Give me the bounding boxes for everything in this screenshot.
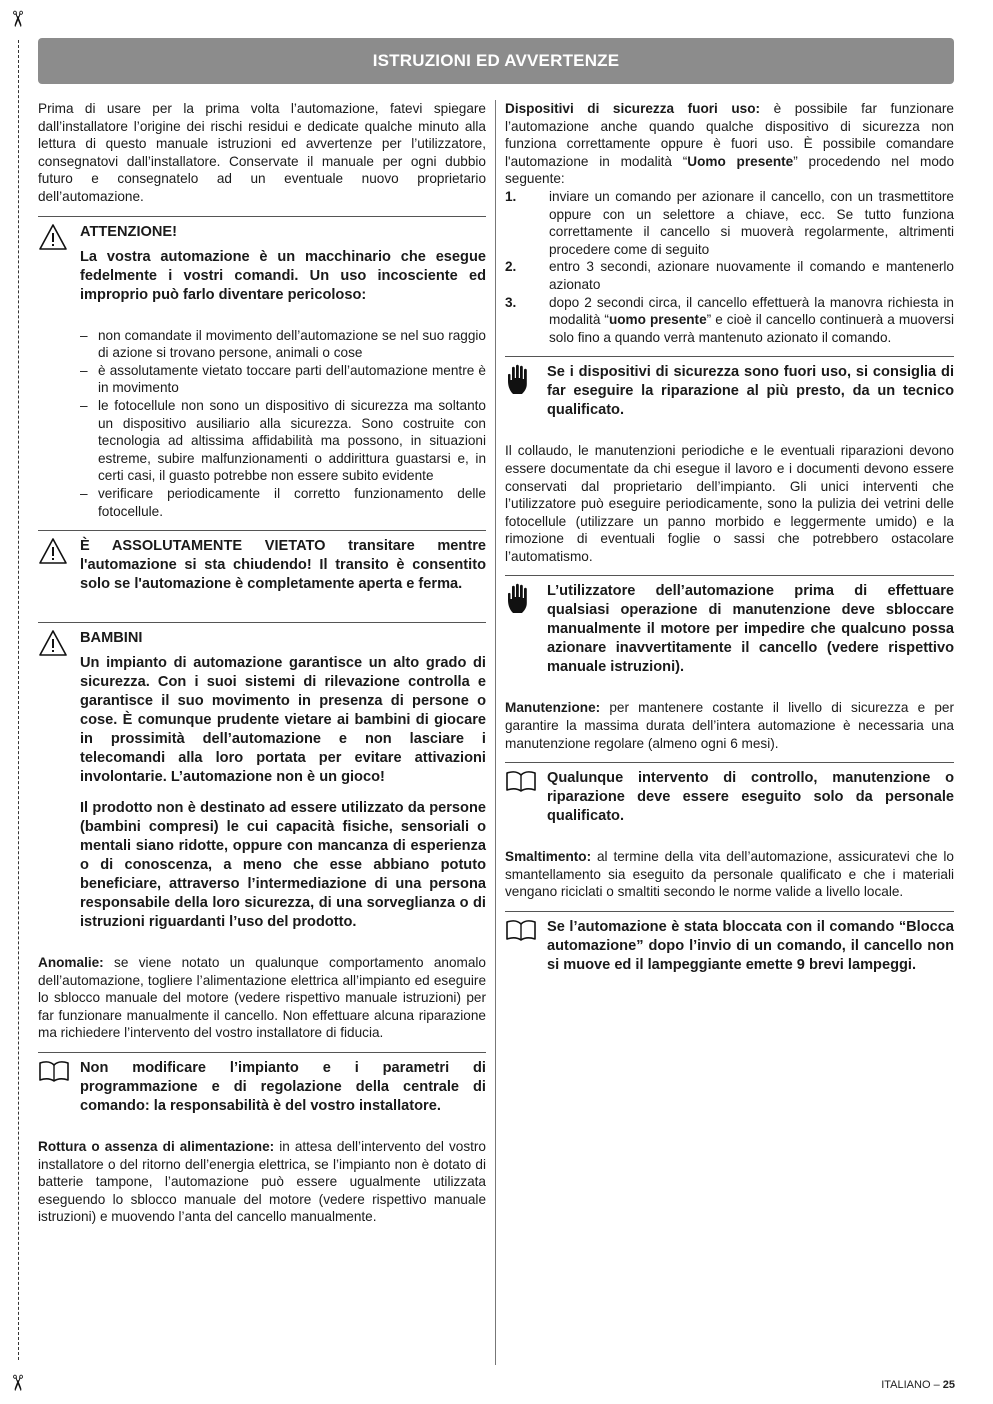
- right-column: [505, 100, 954, 997]
- attenzione-title: ATTENZIONE!: [80, 223, 178, 240]
- anomalie-paragraph: [38, 954, 486, 1042]
- uomo-presente-label: uomo presente: [608, 312, 707, 328]
- dispositivi-paragraph: [505, 100, 954, 188]
- left-column: [38, 100, 486, 1236]
- step3-text-end: ” e cioè il cancello continuerà a muoversi solo fino a quando verrà mantenuto azionato il comando.: [549, 312, 954, 345]
- manutenzione-lead: Manutenzione:: [505, 700, 601, 716]
- list-item: [505, 188, 954, 258]
- page-title: ISTRUZIONI ED AVVERTENZE: [372, 51, 620, 70]
- page-number: 25: [942, 1379, 955, 1391]
- list-item: – le fotocellule non sono un dispositivo di sicurezza ma soltanto un dispositivo ausiliario alla sicurezza. Sono costruite con tecnologia ad altissima affidabilità ma possono, in situazioni estreme, subire malfunzionamenti o addirittura guastarsi e, in certi casi, il guasto potrebbe non essere subito evidente: [80, 397, 486, 485]
- cut-line: [18, 40, 19, 1360]
- manutenzione-text: per mantenere costante il livello di sicurezza e per garantire la massima durata dell’intera automazione è necessaria una manutenzione regolare (almeno ogni 6 mesi).: [505, 700, 954, 751]
- utilizzatore-callout: [505, 575, 954, 689]
- rottura-lead: Rottura o assenza di alimentazione:: [38, 1139, 275, 1155]
- non-modificare-callout: [38, 1052, 486, 1128]
- step-number: 1.: [505, 188, 517, 204]
- dispositivi-lead: Dispositivi di sicurezza fuori uso:: [505, 101, 761, 116]
- hand-stop-icon: [505, 363, 535, 397]
- smaltimento-paragraph: [505, 848, 954, 901]
- open-book-icon: [505, 918, 537, 942]
- intro-paragraph: Prima di usare per la prima volta l’automazione, fatevi spiegare dall’installatore l’origine dei rischi residui e dedicate qualche minuto alla lettura di questo manuale istruzioni ed avvertenze per l’utilizzatore, consegnatovi dall’installatore. Conservate il manuale per ogni dubbio futuro e consegnatelo ad un eventuale nuovo proprietario dell’automazione.: [38, 101, 486, 204]
- smaltimento-lead: Smaltimento:: [505, 849, 592, 865]
- fuori-uso-callout: [505, 356, 954, 432]
- qualunque-warning: Qualunque intervento di controllo, manutenzione o riparazione deve essere eseguito solo da personale qualificato.: [547, 770, 954, 825]
- blocca-callout: [505, 911, 954, 987]
- anomalie-lead: Anomalie:: [38, 955, 104, 971]
- uomo-presente-label: Uomo presente: [687, 153, 794, 169]
- utilizzatore-warning: L’utilizzatore dell’automazione prima di effettuare qualsiasi operazione di manutenzione deve sbloccare manualmente il motore per impedire che qualcuno possa azionare inavvertitamente il cancello (vedere rispettivo manuale istruzioni).: [547, 583, 954, 676]
- warning-triangle-icon: [38, 223, 68, 251]
- open-book-icon: [38, 1059, 70, 1083]
- open-book-icon: [505, 769, 537, 793]
- column-divider: [495, 100, 496, 1365]
- steps-list: [505, 188, 954, 346]
- bambini-title: BAMBINI: [80, 630, 143, 647]
- blocca-warning: Se l’automazione è stata bloccata con il comando “Blocca automazione” dopo l’invio di un comando, il cancello non si muove ed il lampeggiante emette 9 brevi lampeggi.: [547, 919, 954, 974]
- attenzione-callout: [38, 216, 486, 317]
- scissors-icon: ✂: [5, 1373, 31, 1393]
- attenzione-list: [80, 327, 486, 521]
- step-number: 2.: [505, 259, 517, 275]
- list-item: [505, 294, 954, 347]
- vietato-warning: È ASSOLUTAMENTE VIETATO transitare mentre l'automazione si sta chiudendo! Il transito è consentito solo se l'automazione è completamente aperta e ferma.: [80, 538, 486, 593]
- rottura-paragraph: [38, 1138, 486, 1226]
- section-header: [38, 38, 954, 84]
- bambini-callout: [38, 622, 486, 944]
- attenzione-warning: La vostra automazione è un macchinario che esegue fedelmente i vostri comandi. Un uso incosciente ed improprio può farlo diventare pericoloso:: [80, 248, 486, 303]
- step-text: inviare un comando per azionare il cancello, con un trasmettitore oppure con un selettore a chiave, ecc. Se tutto funziona correttamente il cancello si muoverà regolarmente, altrimenti procedere come di seguito: [549, 188, 954, 257]
- dispositivi-text: è possibile far funzionare l’automazione anche quando qualche dispositivo di sicurezza non funziona correttamente oppure è fuori uso. È possibile comandare l'automazione in modalità “: [505, 101, 954, 169]
- smaltimento-text: al termine della vita dell’automazione, assicuratevi che lo smantellamento sia eseguito da personale qualificato e che i materiali vengano riciclati o smaltiti secondo le norme valide a livello locale.: [505, 849, 954, 900]
- footer-language: ITALIANO –: [881, 1379, 943, 1391]
- list-item: [505, 258, 954, 293]
- step-text: entro 3 secondi, azionare nuovamente il comando e mantenerlo azionato: [549, 259, 954, 292]
- hand-stop-icon: [505, 582, 535, 616]
- warning-triangle-icon: [38, 537, 68, 565]
- non-modificare-warning: Non modificare l’impianto e i parametri di programmazione e di regolazione della centrale di comando: la responsabilità è del vostro installatore.: [80, 1060, 486, 1115]
- bambini-product-warning: Il prodotto non è destinato ad essere utilizzato da persone (bambini compresi) le cui capacità fisiche, sensoriali o mentali siano ridotte, oppure con mancanza di esperienza o di conoscenza, a meno che esse abbiano potuto beneficiare, attraverso l’intermediazione di una persona responsabile della loro sicurezza, di una sorveglianza o di istruzioni riguardanti l’uso del prodotto.: [80, 800, 486, 931]
- warning-triangle-icon: [38, 629, 68, 657]
- list-item: – non comandate il movimento dell’automazione se nel suo raggio di azione si trovano persone, animali o cose: [80, 327, 486, 362]
- vietato-callout: [38, 530, 486, 606]
- manutenzione-paragraph: [505, 699, 954, 752]
- step-text: [549, 294, 954, 347]
- scissors-icon: ✂: [5, 9, 31, 29]
- list-item: – verificare periodicamente il corretto funzionamento delle fotocellule.: [80, 485, 486, 520]
- rottura-text: in attesa dell’intervento del vostro installatore o del ritorno dell’energia elettrica, se l’impianto non è dotato di batterie tampone, l’automazione può essere ugualmente utilizzata eseguendo lo sblocco manuale del motore (vedere rispettivo manuale istruzioni) e muovendo l’anta del cancello manualmente.: [38, 1139, 486, 1225]
- qualunque-callout: [505, 762, 954, 838]
- list-item: – è assolutamente vietato toccare parti dell’automazione mentre è in movimento: [80, 362, 486, 397]
- anomalie-text: se viene notato un qualunque comportamento anomalo dell’automazione, togliere l’alimentazione elettrica all’impianto ed eseguire lo sblocco manuale del motore (vedere rispettivo manuale istruzioni) per far funzionare manualmente il cancello. Non effettuare alcuna riparazione ma richiedere l’intervento del vostro installatore di fiducia.: [38, 955, 486, 1041]
- collaudo-paragraph: Il collaudo, le manutenzioni periodiche e le eventuali riparazioni devono essere documentate da chi esegue il lavoro e i documenti devono essere conservati dal proprietario dell’impianto. Gli unici interventi che l’utilizzatore può eseguire periodicamente, sono la pulizia dei vetrini delle fotocellule (utilizzare un panno morbido e leggermente umido) e la rimozione di eventuali foglie o sassi che potrebbero ostacolare l’automatismo.: [505, 443, 954, 564]
- fuori-uso-warning: Se i dispositivi di sicurezza sono fuori uso, si consiglia di far eseguire la riparazione al più presto, da un tecnico qualificato.: [547, 364, 954, 419]
- bambini-warning: Un impianto di automazione garantisce un alto grado di sicurezza. Con i suoi sistemi di rilevazione controlla e garantisce il suo movimento in presenza di persone o cose. È comunque prudente vietare ai bambini di giocare in prossimità dell’automazione e non lasciare i telecomandi alla loro portata per evitare attivazioni involontarie. L’automazione non è un gioco!: [80, 655, 486, 786]
- step3-text: dopo 2 secondi circa, il cancello effettuerà la manovra richiesta in modalità “: [549, 294, 954, 328]
- step-number: 3.: [505, 294, 517, 310]
- dispositivi-text-end: ” procedendo nel modo seguente:: [505, 153, 955, 187]
- page-footer: [881, 1379, 955, 1391]
